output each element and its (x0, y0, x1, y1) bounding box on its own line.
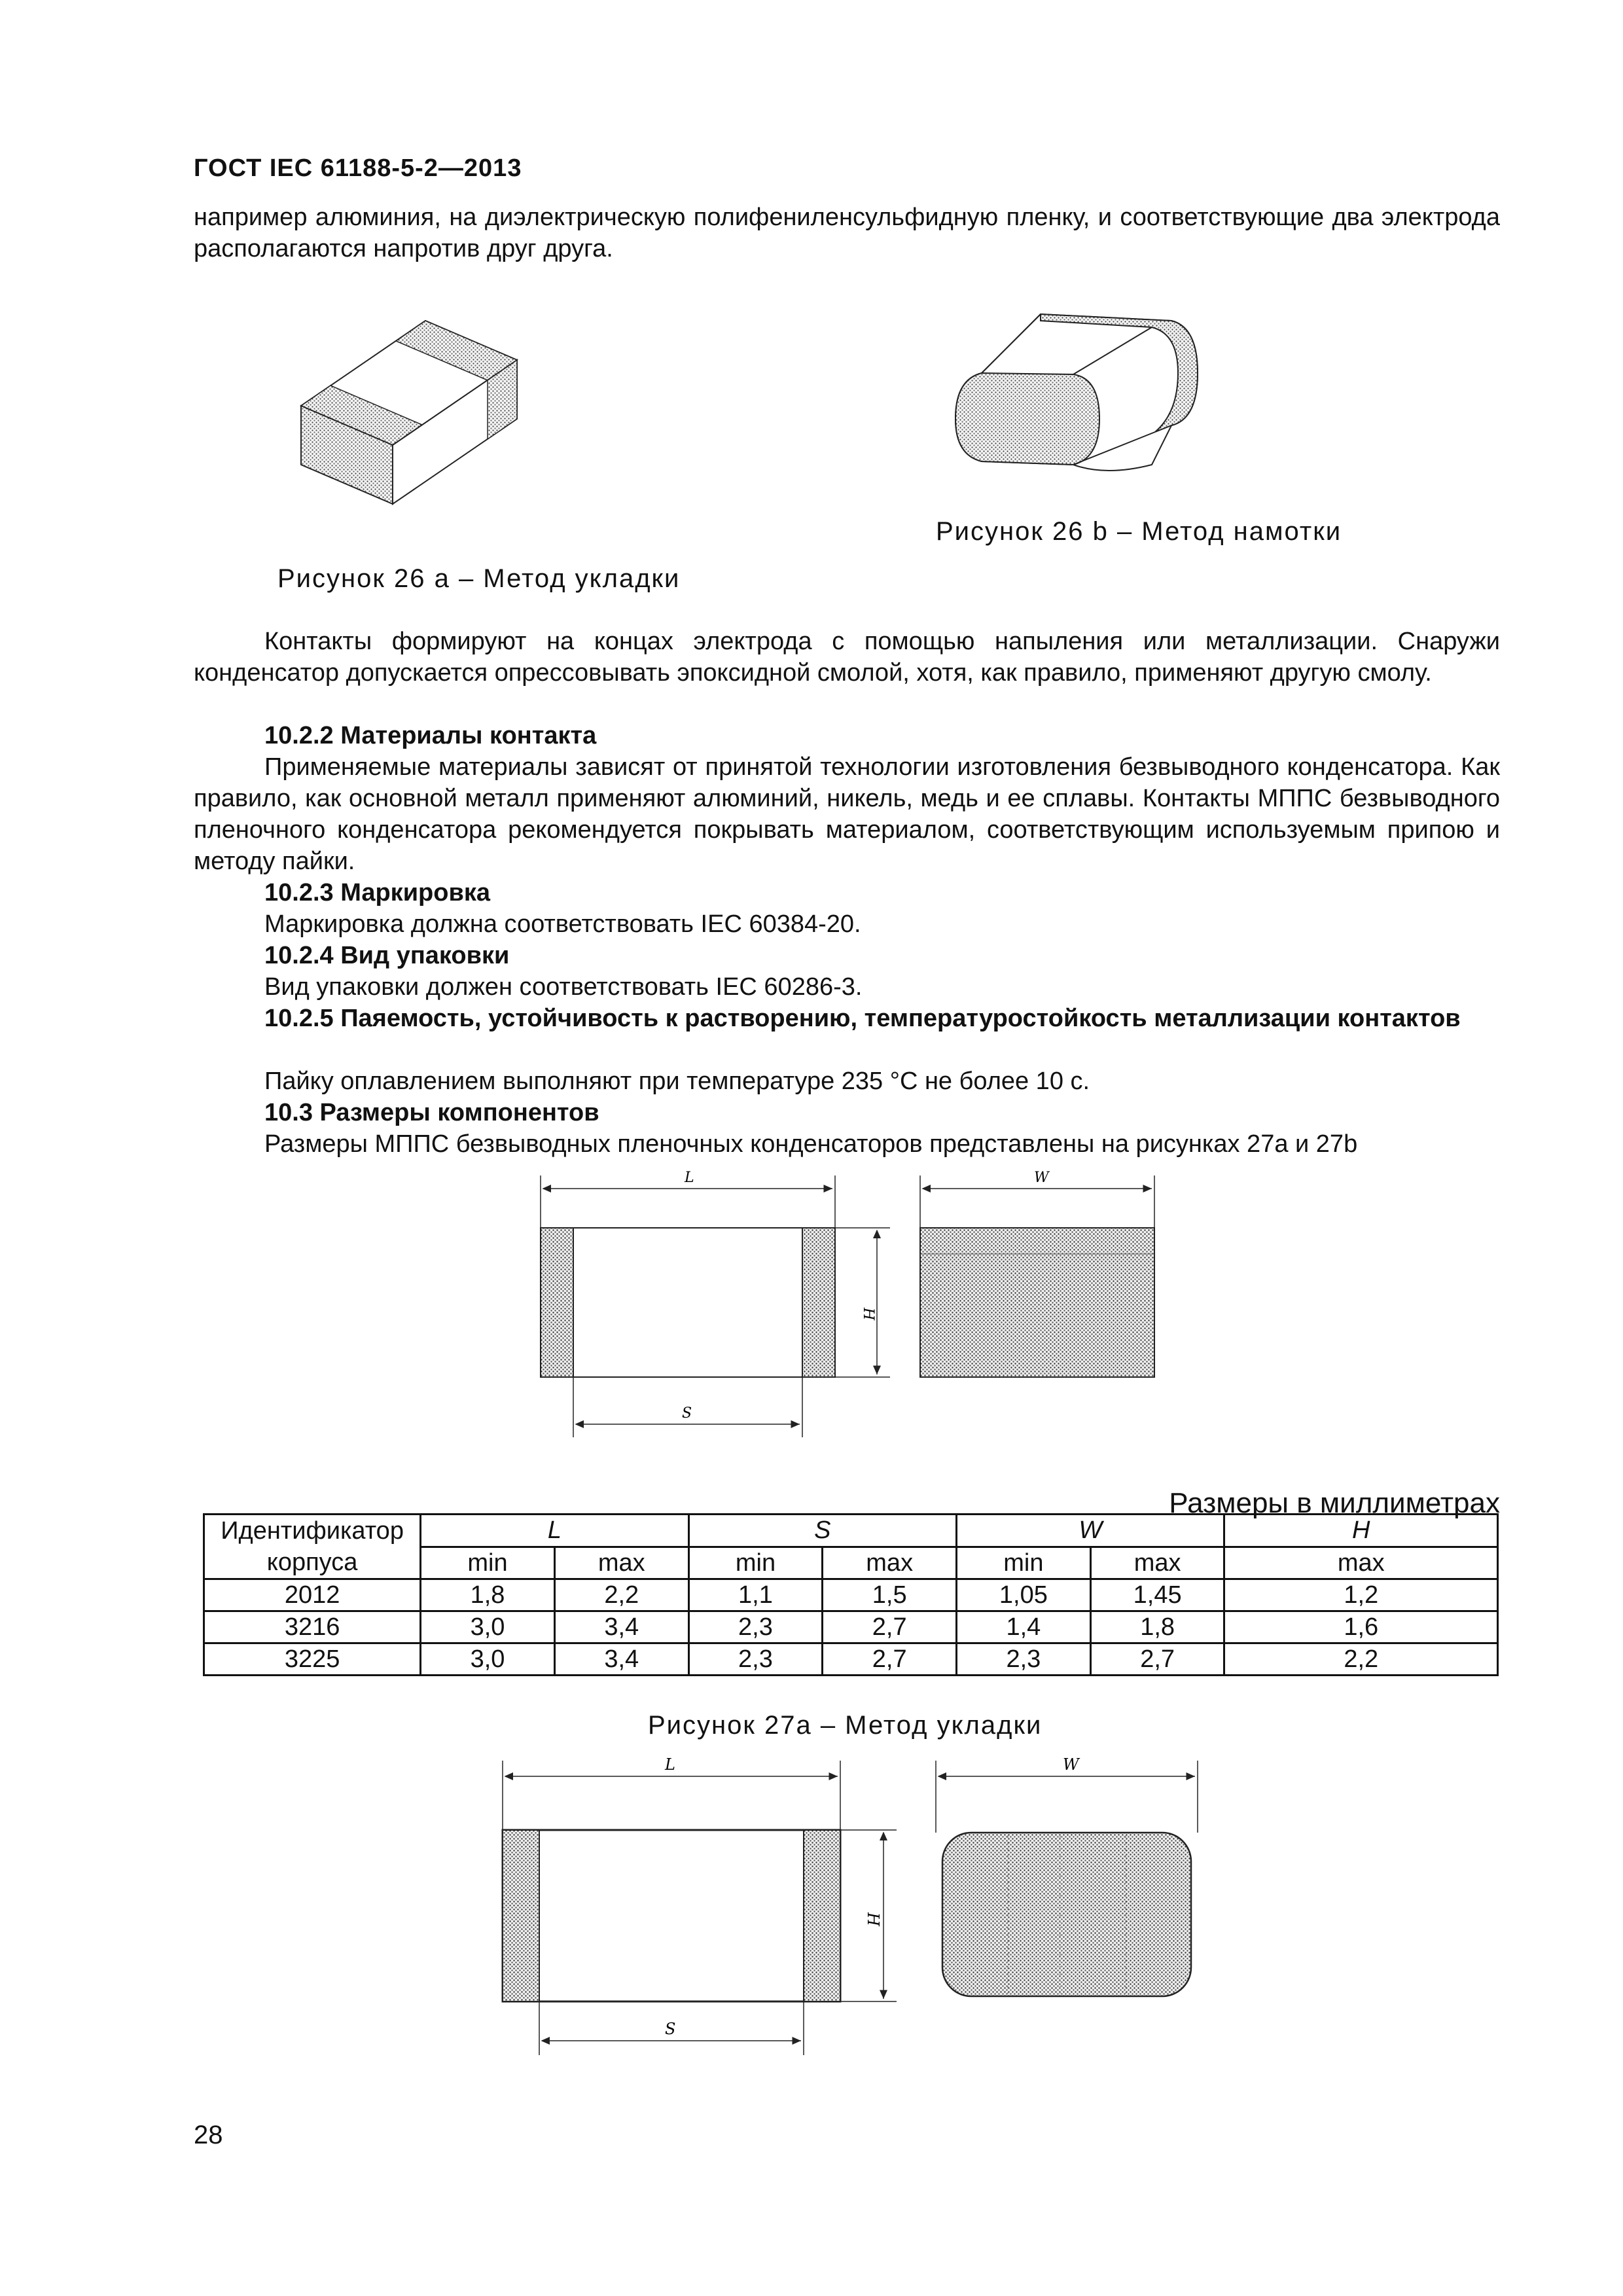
figure-27b-side-view (497, 1748, 903, 2062)
section-10-2-2-text: Применяемые материалы зависят от принятой технологии изготовления безвыводного конденсатора. Как правило, как основной металл применяют алюминий, никель, медь и ее сплавы. Контакты МППС безвыводного пленочного конденсатора рекомендуется покрывать материалом, соответствующим используемым припою и методу пайки. (194, 753, 1500, 875)
dim-label-S: S (665, 2020, 676, 2038)
dim-label-S: S (682, 1405, 692, 1422)
units-note: Размеры в миллиметрах (1169, 1487, 1500, 1519)
table-cell: 1,1 (688, 1579, 823, 1611)
contacts-paragraph: Контакты формируют на концах электрода с помощью напыления или металлизации. Снаружи конденсатор допускается опрессовывать эпоксидной смолой, хотя, как правило, применяют другую смолу. (194, 628, 1500, 687)
dim-label-W: W (1034, 1170, 1049, 1186)
section-10-2-4-text: Вид упаковки должен соответствовать IEC 60286-3. (264, 973, 863, 1001)
table-cell: 1,05 (957, 1579, 1091, 1611)
header-group-L: L (421, 1515, 688, 1547)
document-header: ГОСТ IEC 61188-5-2—2013 (194, 154, 522, 182)
table-cell: 2,3 (688, 1643, 823, 1676)
table-cell: 1,6 (1224, 1611, 1498, 1643)
figure-27a-caption: Рисунок 27a – Метод укладки (648, 1711, 1043, 1740)
subheader-cell: max (823, 1547, 957, 1579)
header-group-W: W (957, 1515, 1224, 1547)
table-row (204, 1643, 1498, 1676)
table-cell: 1,5 (823, 1579, 957, 1611)
table-cell: 3,0 (421, 1611, 555, 1643)
subheader-cell: min (957, 1547, 1091, 1579)
header-group-H: H (1224, 1515, 1498, 1547)
figure-26a-drawing (288, 308, 550, 517)
dim-label-L: L (665, 1755, 675, 1774)
section-10-2-2-title: 10.2.2 Материалы контакта (264, 722, 597, 749)
table-cell: 3225 (204, 1643, 421, 1676)
table-cell: 1,2 (1224, 1579, 1498, 1611)
figure-27a-end-view (916, 1162, 1165, 1405)
figure-27b-end-view (929, 1748, 1217, 2022)
table-cell: 2,7 (1090, 1643, 1224, 1676)
table-cell: 1,8 (421, 1579, 555, 1611)
section-10-3-title: 10.3 Размеры компонентов (264, 1099, 599, 1126)
dimensions-table (203, 1513, 1499, 1676)
table-row (204, 1579, 1498, 1611)
table-cell: 3,0 (421, 1643, 555, 1676)
table-cell: 2,3 (957, 1643, 1091, 1676)
intro-paragraph: например алюминия, на диэлектрическую полифениленсульфидную пленку, и соответствующие два электрода располагаются напротив друг друга. (194, 204, 1500, 262)
figure-26b-caption: Рисунок 26 b – Метод намотки (936, 517, 1342, 546)
subheader-cell: max (1090, 1547, 1224, 1579)
dim-label-W: W (1063, 1755, 1079, 1774)
table-cell: 3,4 (554, 1643, 688, 1676)
table-cell: 2,3 (688, 1611, 823, 1643)
dim-label-L: L (685, 1170, 694, 1186)
figure-27a-side-view (537, 1162, 903, 1457)
table-cell: 2,2 (554, 1579, 688, 1611)
table-cell: 2,7 (823, 1643, 957, 1676)
section-10-2-3-text: Маркировка должна соответствовать IEC 60384-20. (264, 910, 861, 938)
section-10-2-4-title: 10.2.4 Вид упаковки (264, 942, 510, 969)
table-cell: 1,4 (957, 1611, 1091, 1643)
table-cell: 3216 (204, 1611, 421, 1643)
table-cell: 1,8 (1090, 1611, 1224, 1643)
table-cell: 2,2 (1224, 1643, 1498, 1676)
header-id: Идентификатор корпуса (204, 1515, 421, 1579)
dim-label-H: H (864, 1912, 882, 1926)
section-10-2-5-text: Пайку оплавлением выполняют при температуре 235 °С не более 10 с. (264, 1067, 1090, 1095)
table-cell: 3,4 (554, 1611, 688, 1643)
section-10-2-5-title: 10.2.5 Паяемость, устойчивость к растворению, температуростойкость металлизации контактов (264, 1005, 1461, 1032)
subheader-cell: min (421, 1547, 555, 1579)
section-10-3-text: Размеры МППС безвыводных пленочных конденсаторов представлены на рисунках 27a и 27b (264, 1130, 1358, 1158)
subheader-cell: max (1224, 1547, 1498, 1579)
table-header-row (204, 1515, 1498, 1547)
section-10-2-3-title: 10.2.3 Маркировка (264, 879, 490, 906)
figure-26b-drawing (936, 301, 1237, 497)
subheader-cell: min (688, 1547, 823, 1579)
table-row (204, 1611, 1498, 1643)
dim-label-H: H (860, 1308, 876, 1321)
table-cell: 2,7 (823, 1611, 957, 1643)
figure-26a-caption: Рисунок 26 a – Метод укладки (277, 564, 681, 593)
header-group-S: S (688, 1515, 956, 1547)
table-cell: 1,45 (1090, 1579, 1224, 1611)
table-cell: 2012 (204, 1579, 421, 1611)
page-number: 28 (194, 2121, 223, 2149)
subheader-cell: max (554, 1547, 688, 1579)
